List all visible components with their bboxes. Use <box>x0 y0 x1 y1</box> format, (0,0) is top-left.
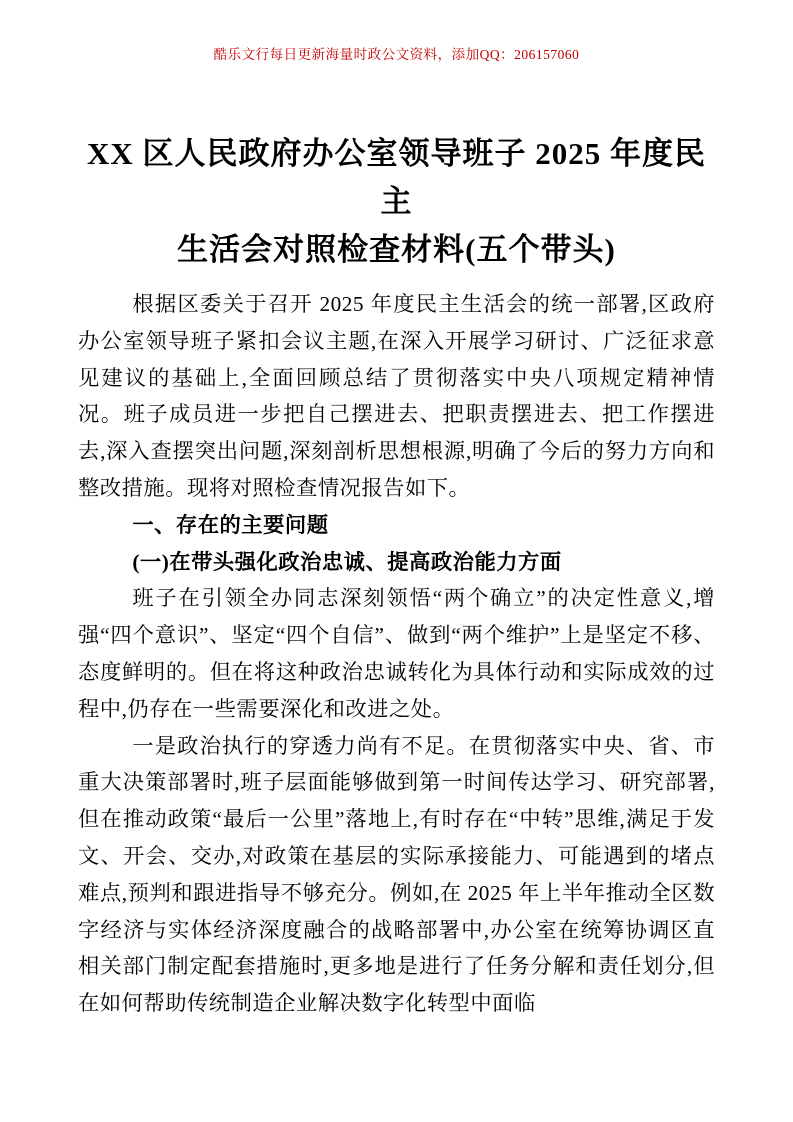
section-heading-main-problems: 一、存在的主要问题 <box>132 512 329 537</box>
paragraph-political-execution-issue: 一是政治执行的穿透力尚有不足。在贯彻落实中央、省、市重大决策部署时,班子层面能够做到第一时间传达学习、研究部署,但在推动政策“最后一公里”落地上,有时存在“中转”思维,满足于发文、开会、交办,对政策在基层的实际承接能力、可能遇到的堵点难点,预判和跟进指导不够充分。例如,在 2025 年上半年推动全区数字经济与实体经济深度融合的战略部署中,办公室在统筹协调区直相关部门制定配套措施时,更多地是进行了任务分解和责任划分,但在如何帮助传统制造企业解决数字化转型中面临 <box>78 733 715 1016</box>
document-title-line1: XX 区人民政府办公室领导班子 2025 年度民主 <box>86 136 707 219</box>
document-title <box>78 130 715 274</box>
paragraph-intro: 根据区委关于召开 2025 年度民主生活会的统一部署,区政府办公室领导班子紧扣会议主题,在深入开展学习研讨、广泛征求意见建议的基础上,全面回顾总结了贯彻落实中央八项规定精神情况。班子成员进一步把自己摆进去、把职责摆进去、把工作摆进去,深入查摆突出问题,深刻剖析思想根源,明确了今后的努力方向和整改措施。现将对照检查情况报告如下。 <box>78 292 715 500</box>
header-notice: 酷乐文行每日更新海量时政公文资料，添加QQ：206157060 <box>213 47 580 62</box>
document-title-line2: 生活会对照检查材料(五个带头) <box>177 232 616 267</box>
subsection-heading-political-loyalty: (一)在带头强化政治忠诚、提高政治能力方面 <box>132 549 562 574</box>
paragraph-political-loyalty-overview: 班子在引领全办同志深刻领悟“两个确立”的决定性意义,增强“四个意识”、坚定“四个自信”、做到“两个维护”上是坚定不移、态度鲜明的。但在将这种政治忠诚转化为具体行动和实际成效的过程中,仍存在一些需要深化和改进之处。 <box>78 586 715 721</box>
document-body <box>78 286 715 1022</box>
